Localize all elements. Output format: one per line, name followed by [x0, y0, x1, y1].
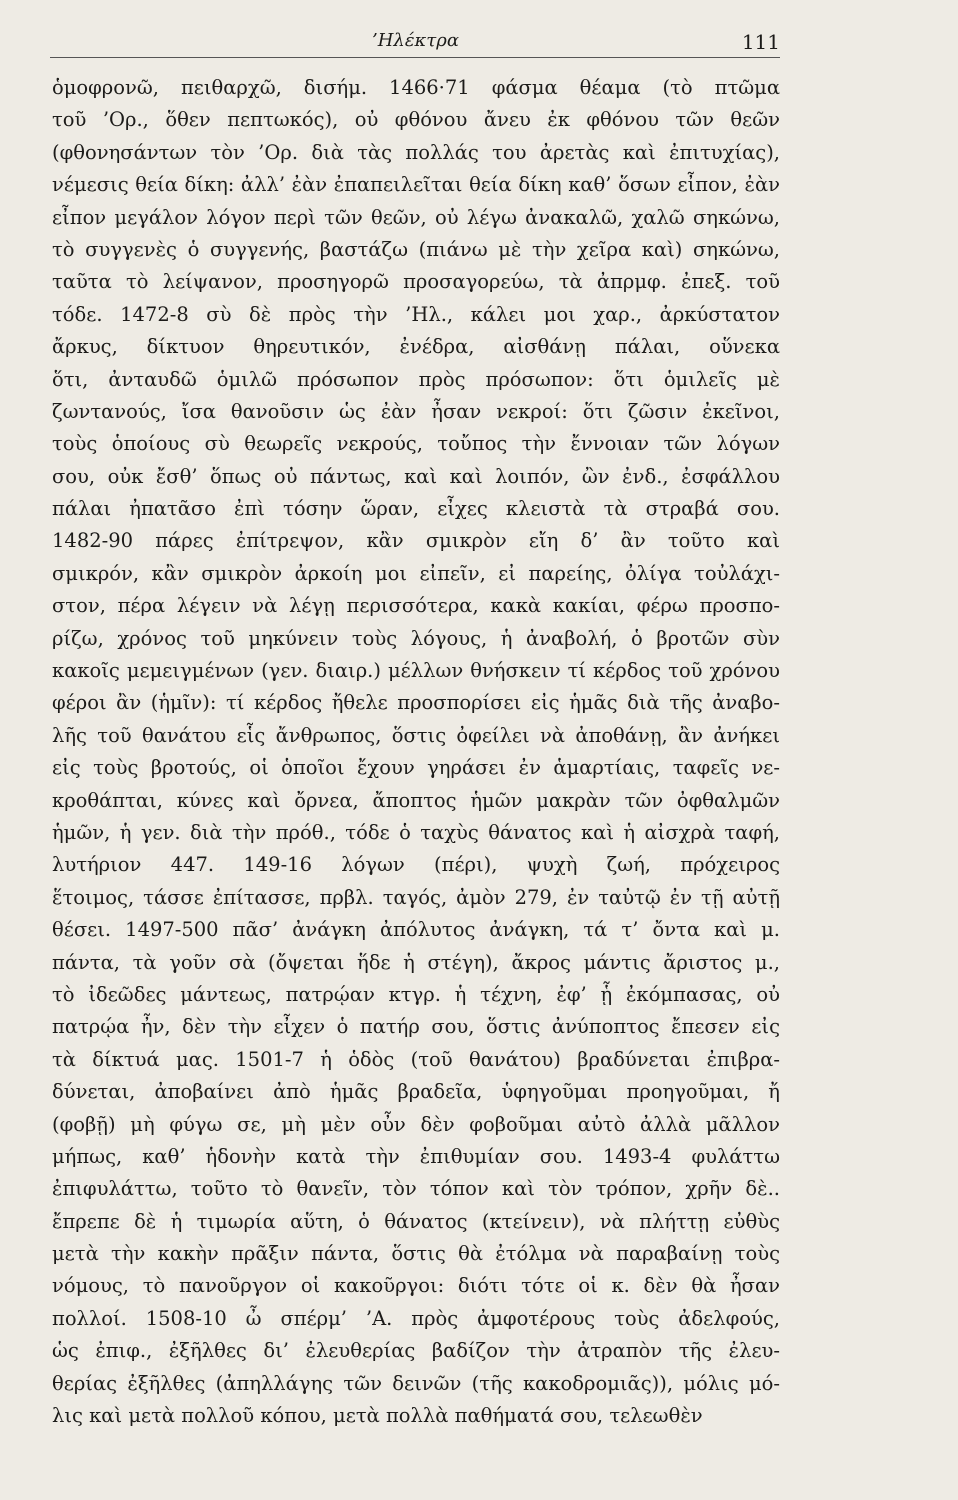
text-line: ὁμοφρονῶ, πειθαρχῶ, δισήμ. 1466·71 φάσμα θέαμα (τὸ πτῶμα [52, 76, 780, 99]
text-line: ρίζω, χρόνος τοῦ μηκύνειν τοὺς λόγους, ἡ ἀναβολή, ὁ βροτῶν σὺν [52, 626, 780, 650]
text-line: πάλαι ἠπατᾶσο ἐπὶ τόσην ὥραν, εἶχες κλειστὰ τὰ στραβά σου. [52, 497, 780, 521]
text-line: φέροι ἂν (ἡμῖν): τί κέρδος ἤθελε προσπορίσει εἰς ἡμᾶς διὰ τῆς ἀναβο- [52, 691, 780, 715]
text-line: τὸ συγγενὲς ὁ συγγενής, βαστάζω (πιάνω μὲ τὴν χεῖρα καὶ) σηκώνω, [52, 237, 780, 261]
text-line: σμικρόν, κἂν σμικρὸν ἀρκοίη μοι εἰπεῖν, εἰ παρείης, ὀλίγα τοὐλάχι- [52, 561, 780, 585]
text-line: κροθάπται, κύνες καὶ ὄρνεα, ἄποπτος ἡμῶν μακρὰν τῶν ὀφθαλμῶν [52, 788, 780, 812]
text-line: τοὺς ὁποίους σὺ θεωρεῖς νεκρούς, τοὔπος τὴν ἔννοιαν τῶν λόγων [52, 432, 780, 456]
text-line: τὰ δίκτυά μας. 1501-7 ἡ ὁδὸς (τοῦ θανάτου) βραδύνεται ἐπιβρα- [52, 1047, 780, 1071]
text-line: (φοβῇ) μὴ φύγω σε, μὴ μὲν οὖν δὲν φοβοῦμαι αὐτὸ ἀλλὰ μᾶλλον [52, 1112, 780, 1136]
text-line: δύνεται, ἀποβαίνει ἀπὸ ἡμᾶς βραδεῖα, ὑφηγοῦμαι προηγοῦμαι, ἤ [52, 1080, 780, 1104]
running-title: ’Ηλέκτρα [372, 30, 459, 51]
text-line: (φθονησάντων τὸν ’Ορ. διὰ τὰς πολλάς του ἀρετὰς καὶ ἐπιτυχίας), [52, 140, 780, 164]
text-line: ζωντανούς, ἴσα θανοῦσιν ὡς ἐὰν ἦσαν νεκροί: ὅτι ζῶσιν ἐκεῖνοι, [52, 399, 780, 423]
text-line: εἰς τοὺς βροτούς, οἱ ὁποῖοι ἔχουν γηράσει ἐν ἁμαρτίαις, ταφεῖς νε- [52, 756, 780, 780]
text-line: τόδε. 1472-8 σὺ δὲ πρὸς τὴν ’Ηλ., κάλει μοι χαρ., ἀρκύστατον [52, 302, 780, 326]
text-line: 1482-90 πάρες ἐπίτρεψον, κἂν σμικρὸν εἴη δ’ ἂν τοῦτο καὶ [52, 529, 780, 553]
page-header [50, 28, 780, 58]
text-line: εἶπον μεγάλον λόγον περὶ τῶν θεῶν, οὐ λέγω ἀνακαλῶ, χαλῶ σηκώνω, [52, 205, 780, 229]
text-line: τὸ ἰδεῶδες μάντεως, πατρῴαν κτγρ. ἡ τέχνη, ἐφ’ ᾗ ἐκόμπασας, οὐ [52, 982, 780, 1006]
text-line: λυτήριον 447. 149-16 λόγων (πέρι), ψυχὴ ζωή, πρόχειρος [52, 853, 780, 877]
text-line: νόμους, τὸ πανοῦργον οἱ κακοῦργοι: διότι τότε οἱ κ. δὲν θὰ ἦσαν [52, 1274, 780, 1298]
text-line: λις καὶ μετὰ πολλοῦ κόπου, μετὰ πολλὰ παθήματά σου, τελεωθὲν [52, 1404, 703, 1428]
text-line: πατρῴα ἦν, δὲν τὴν εἶχεν ὁ πατήρ σου, ὅστις ἀνύποπτος ἔπεσεν εἰς [52, 1015, 780, 1039]
text-line: κακοῖς μεμειγμένων (γεν. διαιρ.) μέλλων θνήσκειν τί κέρδος τοῦ χρόνου [52, 659, 780, 683]
page-number: 111 [741, 30, 780, 54]
text-line: μετὰ τὴν κακὴν πρᾶξιν πάντα, ὅστις θὰ ἐτόλμα νὰ παραβαίνῃ τοὺς [52, 1242, 780, 1266]
text-line: στον, πέρα λέγειν νὰ λέγῃ περισσότερα, κακὰ κακίαι, φέρω προσπο- [52, 594, 780, 618]
text-line: πολλοί. 1508-10 ὦ σπέρμ’ ’Α. πρὸς ἀμφοτέρους τοὺς ἀδελφούς, [52, 1306, 780, 1330]
text-line: ὡς ἐπιφ., ἐξῆλθες δι’ ἐλευθερίας βαδίζον τὴν ἀτραπὸν τῆς ἐλευ- [52, 1339, 780, 1363]
text-line: ἄρκυς, δίκτυον θηρευτικόν, ἐνέδρα, αἰσθάνῃ πάλαι, οὕνεκα [52, 335, 780, 359]
text-line: σου, οὐκ ἔσθ’ ὅπως οὐ πάντως, καὶ καὶ λοιπόν, ὢν ἐνδ., ἐσφάλλου [52, 464, 780, 488]
text-line: θερίας ἐξῆλθες (ἀπηλλάγης τῶν δεινῶν (τῆς κακοδρομιᾶς)), μόλις μό- [52, 1371, 780, 1395]
text-line: πάντα, τὰ γοῦν σὰ (ὄψεται ἥδε ἡ στέγη), ἄκρος μάντις ἄριστος μ., [52, 950, 780, 974]
commentary-text [52, 72, 780, 1432]
text-line: τοῦ ’Ορ., ὅθεν πεπτωκός), οὐ φθόνου ἄνευ ἐκ φθόνου τῶν θεῶν [52, 108, 780, 132]
header-rule [50, 57, 780, 58]
text-line: ἔπρεπε δὲ ἡ τιμωρία αὕτη, ὁ θάνατος (κτείνειν), νὰ πλήττῃ εὐθὺς [52, 1209, 780, 1233]
text-line: ἕτοιμος, τάσσε ἐπίτασσε, πρβλ. ταγός, ἀμὸν 279, ἐν ταὐτῷ ἐν τῇ αὐτῇ [52, 885, 780, 909]
text-line: λῆς τοῦ θανάτου εἷς ἄνθρωπος, ὅστις ὀφείλει νὰ ἀποθάνῃ, ἂν ἀνήκει [52, 723, 780, 747]
text-line: θέσει. 1497-500 πᾶσ’ ἀνάγκη ἀπόλυτος ἀνάγκη, τά τ’ ὄντα καὶ μ. [52, 918, 780, 942]
text-line: ἡμῶν, ἡ γεν. διὰ τὴν πρόθ., τόδε ὁ ταχὺς θάνατος καὶ ἡ αἰσχρὰ ταφή, [52, 820, 780, 844]
text-line: μήπως, καθ’ ἡδονὴν κατὰ τὴν ἐπιθυμίαν σου. 1493-4 φυλάττω [52, 1144, 780, 1168]
text-line: ταῦτα τὸ λείψανον, προσηγορῶ προσαγορεύω, τὰ ἀπρμφ. ἐπεξ. τοῦ [52, 270, 780, 294]
text-line: νέμεσις θεία δίκη: ἀλλ’ ἐὰν ἐπαπειλεῖται θεία δίκη καθ’ ὅσων εἶπον, ἐὰν [52, 173, 780, 197]
text-line: ἐπιφυλάττω, τοῦτο τὸ θανεῖν, τὸν τόπον καὶ τὸν τρόπον, χρῆν δὲ.. [52, 1177, 780, 1201]
text-line: ὅτι, ἀνταυδῶ ὁμιλῶ πρόσωπον πρὸς πρόσωπον: ὅτι ὁμιλεῖς μὲ [52, 367, 780, 391]
